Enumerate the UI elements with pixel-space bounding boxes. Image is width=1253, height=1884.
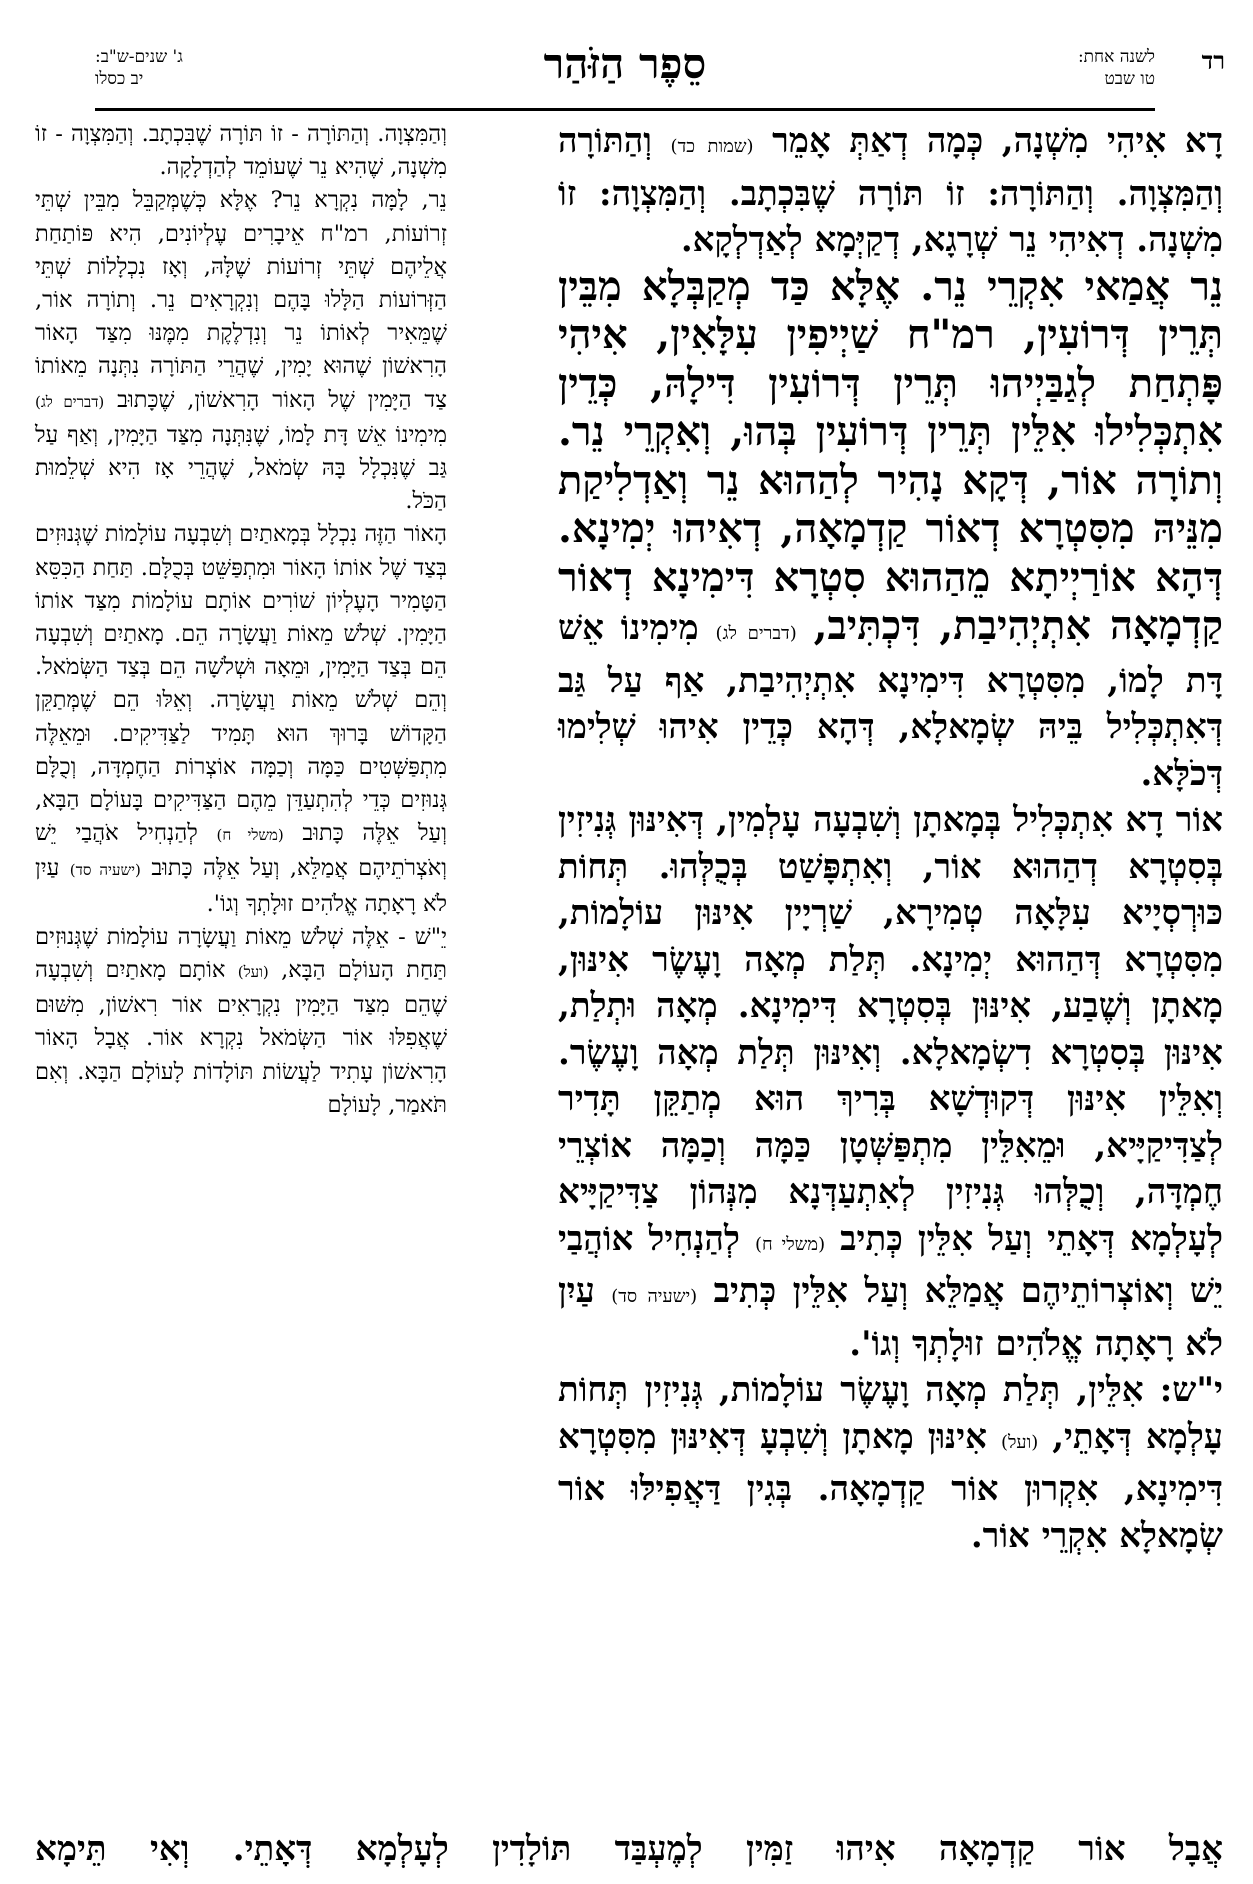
main-text: לְהַנְחִיל אוֹהֲבַי יֵשׁ וְאוֹצְרוֹתֵיהֶם אֲמַלֵּא וְעַל אִלֵּין כְּתִיב (558, 1218, 1223, 1311)
citation: (דברים לג) (35, 392, 105, 411)
main-paragraph-4 (558, 1367, 1223, 1559)
side-paragraph-1 (35, 118, 447, 184)
citation: (ועל) (237, 963, 269, 982)
citation: (שמות כד) (670, 136, 754, 157)
header-rule (95, 108, 1155, 111)
citation: (דברים לג) (715, 623, 797, 644)
main-text: מִימִינוֹ אֵשׁ דָּת לָמוֹ, מִסִּטְרָא דִּימִינָא אִתְיְהִיבַת, אַף עַל גַּב דְּאִתְכְּלִיל בֵּיהּ שְׂמָאלָא, דְּהָא כְּדֵין אִיהוּ שְׁלִימוּ דְּכֹלָּא. (558, 608, 1223, 794)
main-text: נֵר אֲמַאי אִקְרֵי נֵר. אֶלָּא כַּד מְקַבְּלָא מִבֵּין תְּרֵין דְּרוֹעִין, רמ"ח שַׁיְיפִין עִלָּאִין, אִיהִי פָּתְחַת לְגַבַּיְיהוּ תְּרֵין דְּרוֹעִין דִּילָהּ, כְּדֵין אִתְכְּלִילוּ אִלֵּין תְּרֵין דְּרוֹעִין בְּהוּ, וְאִקְרֵי נֵר. וְתוֹרָה אוֹר, דְּקָא נָהִיר לְהַהוּא נֵר וְאַדְלִיקַת מִנֵּיהּ מִסִּטְרָא דְאוֹר קַדְמָאָה, דְאִיהוּ יְמִינָא. דְּהָא אוֹרַיְיתָא מֵהַהוּא סִטְרָא דִּימִינָא דְאוֹר קַדְמָאָה אִתְיְהִיבַת, דִּכְתִּיב, (558, 262, 1224, 649)
side-text: נֵר, לָמָּה נִקְרָא נֵר? אֶלָּא כְּשֶׁמְּקַבֵּל מִבֵּין שְׁתֵּי זְרוֹעוֹת, רמ"ח אֵיבָרִים עֶלְיוֹנִים, הִיא פּוֹתַחַת אֲלֵיהֶם שְׁתֵּי זְרוֹעוֹת שֶׁלָּהּ, וְאָז נִכְלָלוֹת שְׁתֵּי הַזְּרוֹעוֹת הַלָּלוּ בָּהֶם וְנִקְרָאִים נֵר. וְתוֹרָה אוֹר, שֶׁמֵּאִיר לְאוֹתוֹ נֵר וְנִדְלֶקֶת מִמֶּנּוּ מִצַּד הָאוֹר הָרִאשׁוֹן שֶׁהוּא יָמִין, שֶׁהֲרֵי הַתּוֹרָה נִתְּנָה מֵאוֹתוֹ צַד הַיָּמִין שֶׁל הָאוֹר הָרִאשׁוֹן, שֶׁכָּתוּב (35, 187, 448, 413)
side-paragraph-3 (35, 518, 447, 920)
side-text: יֵ"שׁ - אֵלֶּה שְׁלֹשׁ מֵאוֹת וַעֲשָׂרָה עוֹלָמוֹת שֶׁגְּנוּזִים תַּחַת הָעוֹלָם הַבָּא, (35, 923, 447, 984)
header-right-bottom: טו שבט (1104, 69, 1155, 89)
side-text: מִימִינוֹ אֵשׁ דָּת לָמוֹ, שֶׁנִּתְּנָה מִצַּד הַיָּמִין, וְאַף עַל גַּב שֶׁנִּכְלָל בָּהּ שְׂמֹאל, שֶׁהֲרֵי אָז הִיא שְׁלֵמוּת הַכֹּל. (35, 421, 447, 515)
side-text: הָאוֹר הַזֶּה נִכְלָל בְּמָאתַיִם וְשִׁבְעָה עוֹלָמוֹת שֶׁגְּנוּזִים בְּצַד שֶׁל אוֹתוֹ הָאוֹר וּמִתְפַּשֵּׁט בְּכֻלָּם. תַּחַת הַכִּסֵּא הַטָּמִיר הָעֶלְיוֹן שׁוֹרִים אוֹתָם עוֹלָמוֹת מִצַּד אוֹתוֹ הַיָּמִין. שְׁלֹשׁ מֵאוֹת וַעֲשָׂרָה הֵם. מָאתַיִם וְשִׁבְעָה הֵם בְּצַד הַיָּמִין, וּמֵאָה וּשְׁלֹשָׁה הֵם בְּצַד הַשְּׂמֹאל. וְהֵם שְׁלֹשׁ מֵאוֹת וַעֲשָׂרָה. וְאֵלּוּ הֵם שֶׁמְּתַקֵּן הַקָּדוֹשׁ בָּרוּךְ הוּא תָּמִיד לַצַּדִּיקִים. וּמֵאֵלֶּה מִתְפַּשְּׁטִים כַּמָּה וְכַמָּה אוֹצְרוֹת הַחֶמְדָּה, וְכֻלָּם גְּנוּזִים כְּדֵי לְהִתְעַדֵּן מֵהֶם הַצַּדִּיקִים בָּעוֹלָם הַבָּא, וְעַל אֵלֶּה כָּתוּב (35, 521, 448, 847)
commentary-column (35, 118, 447, 1122)
side-text: עַיִן לֹא רָאָתָה אֱלֹהִים זוּלָתְךָ וְגוֹ'. (35, 855, 447, 917)
citation: (ישעיה סד) (69, 861, 141, 880)
citation: (משלי ח) (754, 1233, 826, 1255)
side-text: וְהַמִּצְוָה. וְהַתּוֹרָה - זוֹ תּוֹרָה שֶׁבִּכְתָב. וְהַמִּצְוָה - זוֹ מִשְׁנָה, שֶׁהִיא נֵר שֶׁעוֹמֵד לְהַדְלָקָה. (35, 121, 447, 181)
book-title: סֵפֶר הַזֹּהַר (543, 39, 707, 88)
main-text: דָא אִיהִי מִשְׁנָה, כְּמָה דְאַתְּ אָמֵר (772, 121, 1224, 161)
citation: (משלי ח) (216, 826, 284, 845)
page-header (95, 39, 1225, 100)
bottom-full-width-line: אֲבָל אוֹר קַדְמָאָה אִיהוּ זַמִּין לְמֶעְבַּד תּוֹלָדִין לְעָלְמָא דְּאָתֵי. וְאִי תֵּימָא (35, 1829, 1223, 1869)
side-paragraph-2 (35, 184, 447, 518)
side-text: אוֹתָם מָאתַיִם וְשִׁבְעָה שֶׁהֵם מִצַּד הַיָּמִין נִקְרָאִים אוֹר רִאשׁוֹן, מִשּׁוּם שֶׁאֲפִלּוּ אוֹר הַשְּׂמֹאל נִקְרָא אוֹר. אֲבָל הָאוֹר הָרִאשׁוֹן עָתִיד לַעֲשׂוֹת תּוֹלָדוֹת לָעוֹלָם הַבָּא. וְאִם תֹּאמַר, לָעוֹלָם (35, 957, 447, 1118)
citation: (ישעיה סד) (611, 1286, 698, 1307)
page-number: רד (1201, 46, 1225, 75)
header-left-bottom: יב כסלו (95, 69, 144, 89)
header-left-top: ג' שנים-ש"ב: (95, 47, 183, 67)
main-paragraph-2 (558, 264, 1223, 798)
main-paragraph-3 (558, 797, 1223, 1367)
main-text: עַיִן לֹא רָאָתָה אֱלֹהִים זוּלָתְךָ וְגוֹ'. (558, 1271, 1223, 1364)
main-text: וְהַתּוֹרָה וְהַמִּצְוָה. וְהַתּוֹרָה: זוֹ תּוֹרָה שֶׁבִּכְתָב. וְהַמִּצְוָה: זוֹ מִשְׁנָה. דְאִיהִי נֵר שְׁרָגָא, דְקַיְּמָא לְאַדְלְקָא. (558, 121, 1223, 260)
main-text-column (558, 118, 1223, 1559)
main-text: אוֹר דָא אִתְכְּלִיל בְּמָאתָן וְשִׁבְעָה עָלְמִין, דְּאִינּוּן גְּנִיזִין בְּסִטְרָא דְהַהוּא אוֹר, וְאִתְפָּשַׁט בְּכֻלְּהוּ. תְּחוֹת כּוּרְסְיָיא עִלָּאָה טְמִירָא, שַׁרְיָין אִינּוּן עוֹלָמוֹת, מִסִּטְרָא דְּהַהוּא יְמִינָא. תְּלַת מְאָה וָעֶשֶׂר אִינּוּן, מָאתָן וְשֶׁבַע, אִינּוּן בְּסִטְרָא דִּימִינָא. מְאָה וּתְלַת, אִינּוּן בְּסִטְרָא דִשְׂמָאלָא. וְאִינּוּן תְּלַת מְאָה וָעֶשֶׂר. וְאִלֵּין אִינּוּן דְּקוּדְשָׁא בְּרִיךְ הוּא מְתַקֵּן תָּדִיר לְצַדִּיקַיָּיא, וּמֵאִלֵּין מִתְפַּשְּׁטָן כַּמָּה וְכַמָּה אוֹצְרֵי חֶמְדָּה, וְכֻלְּהוּ גְּנִיזִין לְאִתְעַדְּנָא מִנְּהוֹן צַדִּיקַיָּיא לְעָלְמָא דְּאָתֵי וְעַל אִלֵּין כְּתִיב (558, 800, 1223, 1259)
citation: (ועל) (1000, 1431, 1039, 1453)
header-right-top: לשנה אחת: (1077, 47, 1155, 67)
side-text: לְהַנְחִיל אֹהֲבַי יֵשׁ וְאֹצְרֹתֵיהֶם אֲמַלֵּא, וְעַל אֵלֶּה כָּתוּב (35, 820, 448, 882)
side-paragraph-4 (35, 921, 447, 1122)
main-text: י"ש: אִלֵּין, תְּלַת מְאָה וָעֶשֶׂר עוֹלָמוֹת, גְּנִיזִין תְּחוֹת עָלְמָא דְּאָתֵי, (558, 1370, 1223, 1457)
header-left-info (95, 46, 183, 90)
main-text: אִינּוּן מָאתָן וְשִׁבְעָ דְּאִינּוּן מִסִּטְרָא דִּימִינָא, אִקְרוּן אוֹר קַדְמָאָה. בְּגִין דַּאֲפִילּוּ אוֹר שְׂמָאלָא אִקְרֵי אוֹר. (558, 1416, 1223, 1556)
main-paragraph-1 (558, 118, 1223, 264)
